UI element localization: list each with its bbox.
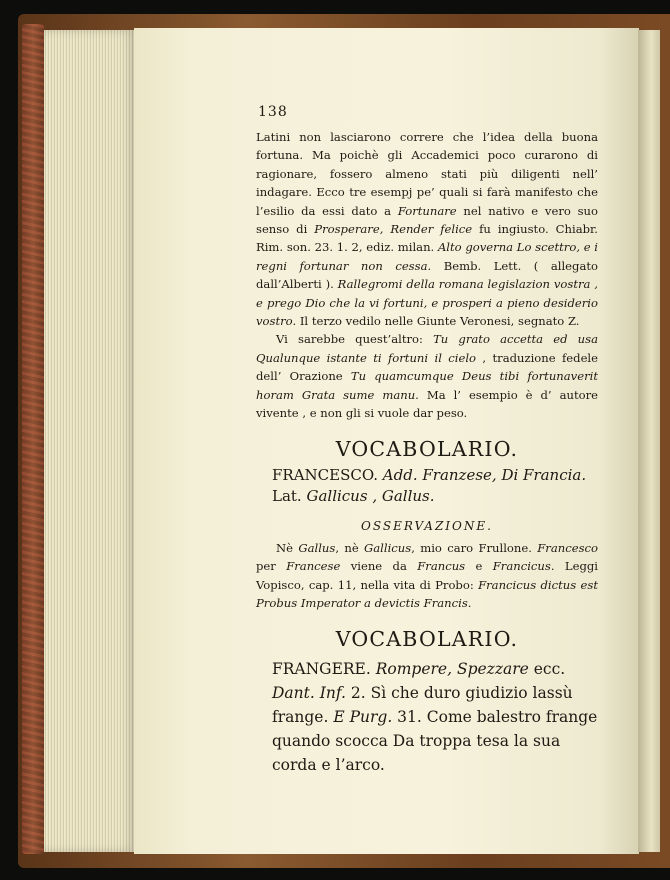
italic-text-run: Francese <box>286 559 341 574</box>
observation-heading: OSSERVAZIONE. <box>361 518 493 533</box>
italic-text-run: Gallicus <box>364 540 412 555</box>
section-heading-vocabolario: VOCABOLARIO. <box>335 436 519 461</box>
paragraph-fortunare <box>256 128 598 330</box>
italic-text-run: E Purg. <box>333 707 393 726</box>
text-run: 2. Sì che duro giudizio lassù frange. <box>272 683 573 726</box>
text-run: e <box>465 559 493 574</box>
italic-text-run: Fortunare <box>397 203 457 218</box>
section-heading-vocabolario-2: VOCABOLARIO. <box>335 626 519 651</box>
text-run: , mio caro Frullone. <box>411 540 538 555</box>
italic-text-run: Francus <box>417 559 466 574</box>
text-run: nel nativo e vero suo senso di <box>256 203 598 237</box>
text-run: Bemb. Lett. ( allegato dall’Alberti ). <box>256 258 598 292</box>
observation-text <box>256 539 598 613</box>
italic-text-run: Francicus dictus est Probus Imperator a devictis Francis. <box>256 577 598 611</box>
italic-text-run: Prosperare, Render felice <box>314 222 473 237</box>
italic-text-run: Add. Franzese, Di Francia. <box>382 465 587 484</box>
italic-text-run: Alto governa Lo scettro, e i regni fortunar non cessa. <box>256 240 598 273</box>
text-run: Il terzo vedilo nelle Giunte Veronesi, segnato Z. <box>296 314 580 329</box>
italic-text-run: Gallicus , Gallus. <box>306 486 435 505</box>
text-run: FRANCESCO. <box>272 465 383 484</box>
italic-text-run: Rallegromi della romana legislazion vostra , e prego Dio che la vi fortuni, e prosperi a pieno desiderio vostro. <box>256 277 598 329</box>
text-run: Lat. <box>272 486 307 505</box>
text-run: per <box>256 559 287 574</box>
text-run: Latini non lasciarono correre che l’idea della buona fortuna. Ma poichè gli Accademici poco curarono di ragionare, fossero almeno stati più diligenti nell’ indagare. Ecco tre esempj pe’ quali si farà manifesto che l’esilio da essi dato a <box>256 130 598 218</box>
italic-text-run: Francicus <box>492 559 551 574</box>
text-run: FRANGERE. <box>272 659 376 678</box>
entry-francesco <box>256 465 598 507</box>
marbled-edge <box>22 24 44 854</box>
page-content <box>256 104 598 777</box>
page-number: 138 <box>258 104 288 120</box>
paragraph-altro-esempio <box>256 330 598 422</box>
italic-text-run: Francesco <box>537 540 598 555</box>
text-run: Vi sarebbe quest’altro: <box>276 332 434 347</box>
italic-text-run: Tu grato accetta ed usa Qualunque istante ti fortuni il cielo <box>256 332 598 365</box>
italic-text-run: Gallus <box>298 540 336 555</box>
facing-page-edge <box>638 30 660 852</box>
text-run: , traduzione fedele dell’ Orazione <box>256 350 598 384</box>
text-run: Nè <box>276 540 299 555</box>
italic-text-run: Dant. Inf. <box>272 683 346 702</box>
text-run: fu ingiusto. Chiabr. Rim. son. 23. 1. 2, ediz. milan. <box>256 222 598 255</box>
italic-text-run: Tu quamcumque Deus tibi fortunaverit horam Grata sume manu. <box>256 369 598 402</box>
text-run: 31. Come balestro frange quando scocca Da troppa tesa la sua corda e l’arco. <box>272 707 598 774</box>
italic-text-run: Rompere, Spezzare <box>375 659 529 678</box>
entry-frangere <box>256 657 598 777</box>
text-run: ecc. <box>528 659 566 678</box>
page-block-edges <box>44 30 136 852</box>
text-run: viene da <box>340 559 418 574</box>
text-run: . Leggi Vopisco, cap. 11, nella vita di Probo: <box>256 559 598 592</box>
text-run: , nè <box>335 540 364 555</box>
text-run: Ma l’ esempio è d’ autore vivente , e non gli si vuole dar peso. <box>256 387 598 421</box>
